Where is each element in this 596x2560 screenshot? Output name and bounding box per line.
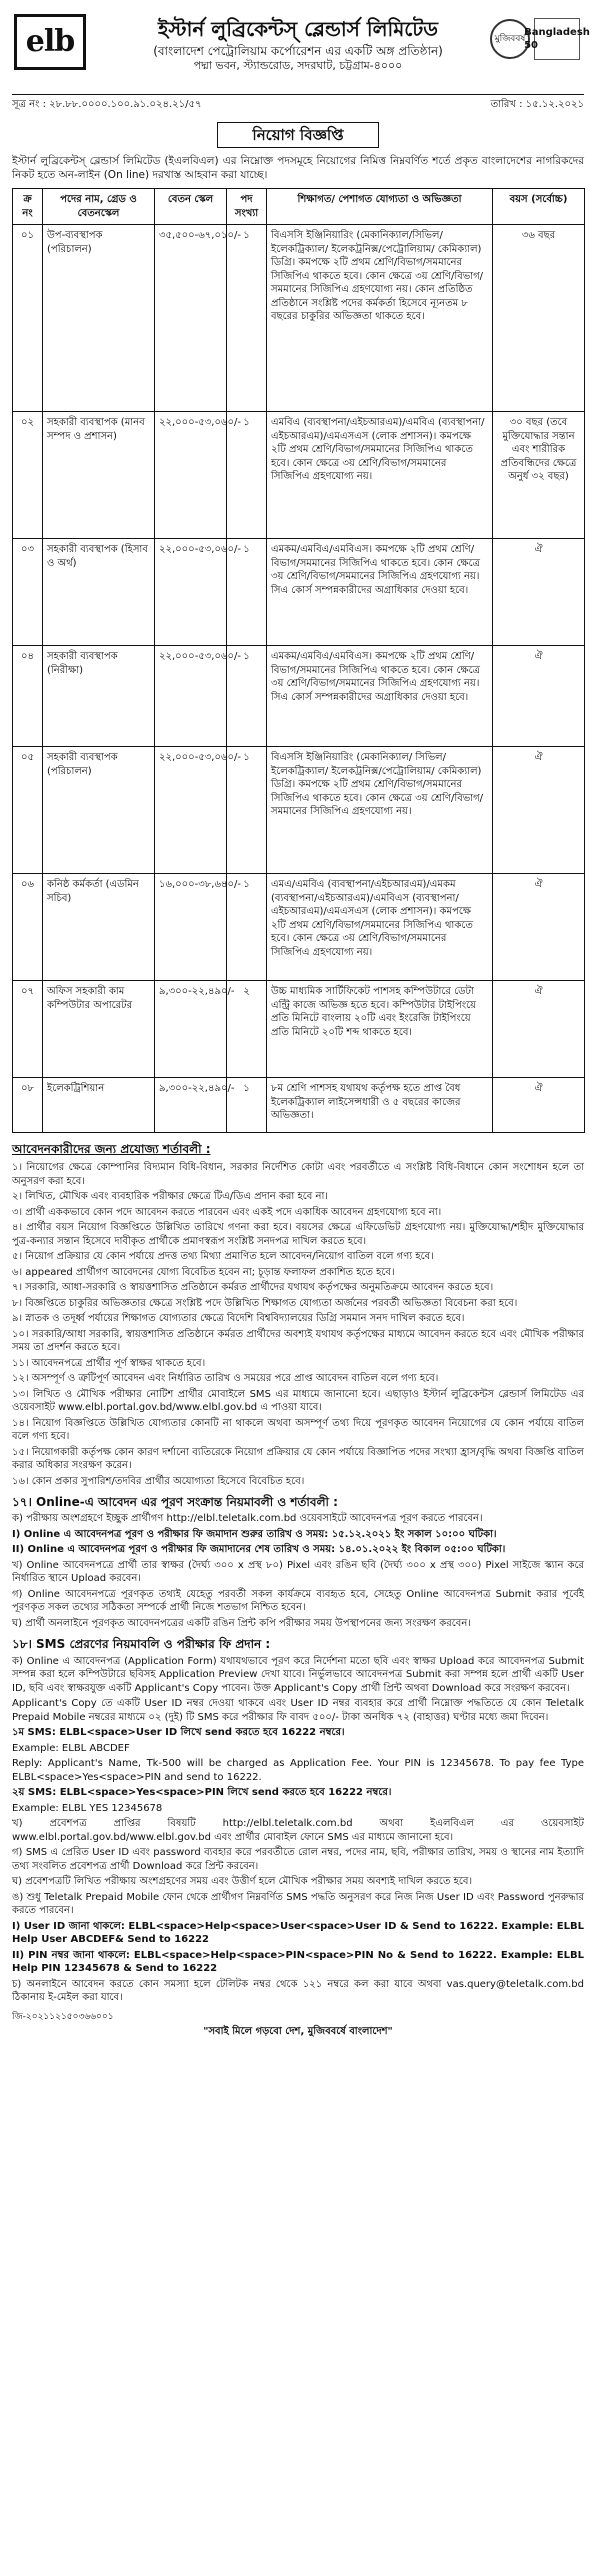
condition-item: ১২। অসম্পূর্ণ ও ত্রুটিপূর্ণ আবেদন এবং নির্ধারিত তারিখ ও সময়ের পরে প্রাপ্ত আবেদন বাতিল বলে গণ্য হবে।: [12, 1373, 439, 1385]
cell-scale: ২২,০০০-৫৩,০৬০/-: [155, 646, 227, 747]
cell-post: উপ-ব্যবস্থাপক (পরিচালন): [43, 225, 155, 412]
cell-serial: ০৩: [13, 539, 43, 646]
cell-age: ৩০ বছর (তবে মুক্তিযোদ্ধার সন্তান এবং শারীরিক প্রতিবন্ধিদের ক্ষেত্রে অনুর্ধ ৩২ বছর): [493, 412, 585, 539]
footer-slogan: "সবাই মিলে গড়বো দেশ, মুজিববর্ষে বাংলাদেশ": [203, 2025, 393, 2037]
cell-qualification: উচ্চ মাধ্যমিক সার্টিফিকেট পাশসহ কম্পিউটারে ডেটা এন্ট্রি কাজে অভিজ্ঞ হতে হবে। কম্পিউটার টাইপিংয়ে প্রতি মিনিটে বাংলায় ২০টি এবং ইংরেজি টাইপিংয়ে প্রতি মিনিটে ২০টি শব্দ থাকতে হবে।: [267, 981, 493, 1078]
cell-serial: ০৪: [13, 646, 43, 747]
online-item: II) Online এ আবেদনপত্র পূরণ ও পরীক্ষার ফি জমাদানের শেষ তারিখ ও সময়: ১৪.০১.২০২২ ইং বিকাল ০৫:০০ ঘটিকা।: [12, 1544, 506, 1556]
online-item: খ) Online আবেদনপত্রে প্রার্থী তার স্বাক্ষর (দৈর্ঘ্য ৩০০ x প্রস্থ ৮০) Pixel এবং রঙিন ছবি (দৈর্ঘ্য ৩০০ x প্রস্থ ৩০০) Pixel সাইজে স্ক্যান করে নির্ধারিত স্থানে Upload করবেন।: [12, 1559, 584, 1585]
cell-serial: ০৬: [13, 874, 43, 981]
sms-item: Applicant's Copy তে একটি User ID নম্বর দেওয়া থাকবে এবং User ID নম্বর ব্যবহার করে প্রার্থী নিম্নোক্ত পদ্ধতিতে যে কোন Teletalk Prepaid Mobile নম্বরের মাধ্যমে ০২ (দুই) টি SMS করে পরীক্ষার ফি বাবদ ৫০০/- টাকা অনধিক ৭২ (বাহাত্তর) ঘণ্টার মধ্যে জমা দিবেন।: [12, 1698, 584, 1723]
online-item: ক) পরীক্ষায় অংশগ্রহণে ইচ্ছুক প্রার্থীগণ http://elbl.teletalk.com.bd ওয়েবসাইটে আবেদনপত্র পূরণ করতে পারবেন।: [12, 1513, 483, 1525]
table-row: [13, 646, 585, 747]
cell-count: ১: [227, 412, 267, 539]
emblem-group: [484, 12, 590, 66]
col-header-post: পদের নাম, গ্রেড ও বেতনস্কেল: [43, 189, 155, 225]
sms-section-title: ১৮। SMS প্রেরণের নিয়মাবলি ও পরীক্ষার ফি প্রদান :: [12, 1637, 271, 1652]
cell-age: ঐ: [493, 646, 585, 747]
condition-item: ৮। বিজ্ঞপ্তিতে চাকুরির অভিজ্ঞতার ক্ষেত্রে সংশ্লিষ্ট পদে উল্লিখিত শিক্ষাগত যোগ্যতা অর্জনের পরবর্তী অভিজ্ঞতা বিবেচনা করা হবে।: [12, 1297, 518, 1309]
logo-text: elb: [25, 23, 75, 59]
conditions-title: আবেদনকারীদের জন্য প্রযোজ্য শর্তাবলী :: [12, 1142, 211, 1157]
cell-post: সহকারী ব্যবস্থাপক (হিসাব ও অর্থ): [43, 539, 155, 646]
condition-item: ৪। প্রার্থীর বয়স নিয়োগ বিজ্ঞপ্তিতে উল্লিখিত তারিখে গণনা করা হবে। বয়সের ক্ষেত্রে এফিডেভিট গ্রহণযোগ্য নয়। মুক্তিযোদ্ধা/শহীদ মুক্তিযোদ্ধার পুত্র-কন্যার সন্তান হিসেবে দাবীকৃত প্রার্থীকে প্রমাণস্বরূপ সংশ্লিষ্ট সনদপত্র দাখিল করতে হবে।: [12, 1222, 584, 1247]
condition-item: ১১। আবেদনপত্রে প্রার্থীর পূর্ণ স্বাক্ষর থাকতে হবে।: [12, 1357, 206, 1369]
condition-item: ২। লিখিত, মৌখিক এবং ব্যবহারিক পরীক্ষার ক্ষেত্রে টিএ/ডিএ প্রদান করা হবে না।: [12, 1191, 328, 1203]
cell-scale: ২২,০০০-৫৩,০৬০/-: [155, 747, 227, 874]
sms-item: I) User ID জানা থাকলে: ELBL<space>Help<space>User<space>User ID & Send to 16222. Example: ELBL Help User ABCDEF& Send to 16222: [12, 1920, 584, 1946]
cell-count: ১: [227, 646, 267, 747]
emblem-label: মুজিববর্ষ: [494, 33, 526, 44]
col-header-qualification: শিক্ষাগত/ পেশাগত যোগ্যতা ও অভিজ্ঞতা: [267, 189, 493, 225]
condition-item: ১৪। নিয়োগ বিজ্ঞপ্তিতে উল্লিখিত যোগ্যতার কোনটি না থাকলে অথবা অসম্পূর্ণ তথ্য দিয়ে পূরণকৃত আবেদন নিয়োগের যে কোন পর্যায়ে বাতিল বলে গণ্য হবে।: [12, 1417, 584, 1443]
cell-count: ২: [227, 981, 267, 1078]
sms-item: ঙ) শুধু Teletalk Prepaid Mobile ফোন থেকে প্রার্থীগণ নিম্নবর্ণিত SMS পদ্ধতি অনুসরণ করে নিজ নিজ User ID এবং Password পুনরুদ্ধার করতে পারবেন।: [12, 1891, 584, 1917]
condition-item: ৩। প্রার্থী এককভাবে কোন পদে আবেদন করতে পারবেন এবং একই পদে একাধিক আবেদন গ্রহণযোগ্য হবে না।: [12, 1206, 442, 1218]
condition-item: ৯। স্নাতক ও তদূর্ধ্ব পর্যায়ের শিক্ষাগত যোগ্যতার ক্ষেত্রে বিদেশি বিশ্ববিদ্যালয়ের ডিগ্রি সমমান সনদ দাখিল করতে হবে।: [12, 1313, 465, 1325]
sms-item: ২য় SMS: ELBL<space>Yes<space>PIN লিখে send করতে হবে 16222 নম্বরে।: [12, 1787, 392, 1799]
cell-qualification: এমকম/এমবিএ/এমবিএস। কমপক্ষে ২টি প্রথম শ্রেণি/বিভাগ/সমমানের সিজিপিএ থাকতে হবে। কোন ক্ষেত্রে ৩য় শ্রেণি/বিভাগ/সমমানের সিজিপিএ গ্রহণযোগ্য নয়। সিএ কোর্স সম্পন্নকারীদের অগ্রাধিকার দেওয়া হবে।: [267, 646, 493, 747]
cell-post: ইলেকট্রিশিয়ান: [43, 1078, 155, 1133]
col-header-scale: বেতন স্কেল: [155, 189, 227, 225]
table-row: [13, 874, 585, 981]
condition-item: ১৩। লিখিত ও মৌখিক পরীক্ষার নোটিশ প্রার্থীর মোবাইলে SMS এর মাধ্যমে জানানো হবে। এছাড়াও ইস্টার্ন লুব্রিকেন্টস ব্লেন্ডার্স লিমিটেড এর ওয়েবসাইট www.elbl.portal.gov.bd/www.elbl.gov.bd এ পাওয়া যাবে।: [12, 1388, 584, 1414]
online-item: ঘ) প্রার্থী অনলাইনে পূরণকৃত আবেদনপত্রের একটি রঙিন প্রিন্ট কপি পরীক্ষার সময় উপস্থাপনের জন্য সংরক্ষণ করবেন।: [12, 1617, 471, 1629]
sms-item: ঘ) প্রবেশপত্রটি লিখিত পরীক্ষায় অংশগ্রহণের সময় এবং উত্তীর্ণ হলে মৌখিক পরীক্ষার সময় অবশ্যই দাখিল করতে হবে।: [12, 1876, 473, 1888]
intro-paragraph: ইস্টার্ন লুব্রিকেন্টস্ ব্লেন্ডার্স লিমিটেড (ইএলবিএল) এর নিম্নোক্ত পদসমূহে নিয়োগের নিমিত্ত নিম্নবর্ণিত শর্তে প্রকৃত বাংলাদেশের নাগরিকদের নিকট হতে অন-লাইন (On line) দরখাস্ত আহবান করা যাচ্ছে।: [12, 154, 584, 181]
condition-item: ৭। সরকারি, আধা-সরকারি ও স্বায়ত্তশাসিত প্রতিষ্ঠানে কর্মরত প্রার্থীদের যথাযথ কর্তৃপক্ষের অনুমতিক্রমে আবেদন করতে হবে।: [12, 1282, 494, 1294]
notice-date: তারিখ : ১৫.১২.২০২১: [490, 99, 584, 110]
sms-item: Reply: Applicant's Name, Tk-500 will be charged as Application Fee. Your PIN is 12345678. To pay fee Type ELBL<space>Yes<space>PIN and send to 16222.: [12, 1758, 584, 1783]
cell-post: সহকারী ব্যবস্থাপক (পরিচালন): [43, 747, 155, 874]
company-address: পদ্মা ভবন, স্ট্যান্ডরোড, সদরঘাট, চট্টগ্রাম-৪০০০: [193, 59, 403, 73]
cell-age: ঐ: [493, 539, 585, 646]
cell-age: ঐ: [493, 747, 585, 874]
cell-post: সহকারী ব্যবস্থাপক (নিরীক্ষা): [43, 646, 155, 747]
condition-item: ১। নিয়োগের ক্ষেত্রে কোম্পানির বিদ্যমান বিধি-বিধান, সরকার নির্দেশিত কোটা এবং পরবর্তীতে এ সংশ্লিষ্ট বিধি-বিধানে কোন সংশোধন হলে তা অনুসরণ করা হবে।: [12, 1162, 584, 1187]
online-item: I) Online এ আবেদনপত্র পূরণ ও পরীক্ষার ফি জমাদান শুরুর তারিখ ও সময়: ১৫.১২.২০২১ ইং সকাল ১০:০০ ঘটিকা।: [12, 1528, 497, 1540]
cell-qualification: এমকম/এমবিএ/এমবিএস। কমপক্ষে ২টি প্রথম শ্রেণি/বিভাগ/সমমানের সিজিপিএ থাকতে হবে। কোন ক্ষেত্রে ৩য় শ্রেণি/বিভাগ/সমমানের সিজিপিএ গ্রহণযোগ্য নয়। সিএ কোর্স সম্পন্নকারীদের অগ্রাধিকার দেওয়া হবে।: [267, 539, 493, 646]
cell-count: ১: [227, 1078, 267, 1133]
cell-scale: ৯,৩০০-২২,৪৯০/-: [155, 981, 227, 1078]
sms-item: খ) প্রবেশপত্র প্রাপ্তির বিষয়টি http://elbl.teletalk.com.bd অথবা ইএলবিএল এর ওয়েবসাইট www.elbl.portal.gov.bd/www.elbl.gov.bd এবং প্রার্থীর মোবাইল ফোনে SMS এর মাধ্যমে জানানো হবে।: [12, 1818, 584, 1843]
sms-item: II) PIN নম্বর জানা থাকলে: ELBL<space>Help<space>PIN<space>PIN No & Send to 16222. Example: ELBL Help PIN 12345678 & Send to 16222: [12, 1949, 584, 1975]
cell-age: ঐ: [493, 981, 585, 1078]
cell-qualification: বিএসসি ইঞ্জিনিয়ারিং (মেকানিক্যাল/ সিভিল/ ইলেকট্রিক্যাল/ ইলেকট্রনিক্স/পেট্রোলিয়াম/ কেমিক্যাল) ডিগ্রি। কমপক্ষে ২টি প্রথম শ্রেণি/বিভাগ/সমমানের সিজিপিএ থাকতে হবে। কোন ক্ষেত্রে ৩য় শ্রেণি/বিভাগ/সমমানের সিজিপিএ গ্রহণযোগ্য নয়।: [267, 747, 493, 874]
online-item: গ) Online আবেদনপত্রে পূরণকৃত তথ্যই যেহেতু পরবর্তী সকল কার্যক্রমে ব্যবহৃত হবে, সেহেতু Online আবেদনপত্র Submit করার পূর্বেই পূরণকৃত সকল তথ্যের সঠিকতা সম্পর্কে প্রার্থী নিজে শতভাগ নিশ্চিত হবেন।: [12, 1588, 584, 1614]
condition-item: ১৬। কোন প্রকার সুপারিশ/তদবির প্রার্থীর অযোগ্যতা হিসেবে বিবেচিত হবে।: [12, 1475, 305, 1487]
cell-age: ঐ: [493, 874, 585, 981]
table-row: [13, 747, 585, 874]
cell-post: কনিষ্ঠ কর্মকর্তা (এডমিন সচিব): [43, 874, 155, 981]
cell-count: ১: [227, 874, 267, 981]
reference-line: [12, 94, 584, 112]
emblem-mark: Bangladesh 50: [524, 26, 590, 51]
memo-number: সূত্র নং : ২৮.৮৮.০০০০.১০০.৯১.০২৪.২১/৫৭: [12, 99, 202, 110]
conditions-section: [12, 1141, 584, 2005]
cell-qualification: এমবিএ (ব্যবস্থাপনা/এইচআরএম)/এমবিএ (ব্যবস্থাপনা/এইচআরএম)/এমএসএস (লোক প্রশাসন)। কমপক্ষে ২টি প্রথম শ্রেণি/বিভাগ/সমমানের সিজিপিএ থাকতে হবে। কোন ক্ষেত্রে ৩য় শ্রেণি/বিভাগ/সমমানের সিজিপিএ গ্রহণযোগ্য নয়।: [267, 412, 493, 539]
cell-scale: ২২,০০০-৫৩,০৬০/-: [155, 539, 227, 646]
bangladesh-50-logo-icon: [524, 18, 590, 60]
sms-item: ১ম SMS: ELBL<space>User ID লিখে send করতে হবে 16222 নম্বরে।: [12, 1727, 345, 1739]
table-row: [13, 225, 585, 412]
table-row: [13, 981, 585, 1078]
cell-count: ১: [227, 539, 267, 646]
cell-count: ১: [227, 225, 267, 412]
cell-scale: ২২,০০০-৫৩,০৬০/-: [155, 412, 227, 539]
header: [12, 10, 590, 90]
col-header-age: বয়স (সর্বোচ্চ): [493, 189, 585, 225]
col-header-serial: ক্র নং: [13, 189, 43, 225]
condition-item: ১০। সরকারি/আধা সরকারি, স্বায়ত্তশাসিত প্রতিষ্ঠানে কর্মরত প্রার্থীদের অবশ্যই যথাযথ কর্তৃপক্ষের মাধ্যমে আবেদন করতে হবে এবং মৌখিক পরীক্ষার সময় তা প্রদর্শন করতে হবে।: [12, 1328, 584, 1354]
cell-serial: ০৫: [13, 747, 43, 874]
parent-organization: (বাংলাদেশ পেট্রোলিয়াম কর্পোরেশন এর একটি অঙ্গ প্রতিষ্ঠান): [153, 44, 443, 58]
table-row: [13, 539, 585, 646]
sms-item: চ) অনলাইনে আবেদন করতে কোন সমস্যা হলে টেলিটক নম্বর থেকে ১২১ নম্বরে কল করা যাবে অথবা vas.query@teletalk.com.bd ঠিকানায় ই-মেইল করা যাবে।: [12, 1978, 584, 2004]
cell-scale: ১৬,০০০-৩৮,৬৪০/-: [155, 874, 227, 981]
footer-code: জি-২০২১১২১৫০৩৬৬০০১: [12, 2011, 114, 2022]
sms-item: গ) SMS এ প্রেরিত User ID এবং password ব্যবহার করে পরবর্তীতে রোল নম্বর, পদের নাম, ছবি, পরীক্ষার তারিখ, সময় ও স্থানের নাম ইত্যাদি তথ্য সংবলিত প্রবেশপত্র প্রার্থী Download করে প্রিন্ট করবেন।: [12, 1847, 584, 1872]
table-row: [13, 1078, 585, 1133]
cell-age: ৩৬ বছর: [493, 225, 585, 412]
cell-post: সহকারী ব্যবস্থাপক (মানব সম্পদ ও প্রশাসন): [43, 412, 155, 539]
cell-qualification: বিএসসি ইঞ্জিনিয়ারিং (মেকানিক্যাল/সিভিল/ ইলেকট্রিক্যাল/ ইলেকট্রনিক্স/পেট্রোলিয়াম/ কেমিক্যাল) ডিগ্রি। কমপক্ষে ২টি প্রথম শ্রেণি/বিভাগ/সমমানের সিজিপিএ থাকতে হবে। কোন ক্ষেত্রে ৩য় শ্রেণি/বিভাগ/সমমানের সিজিপিএ গ্রহণযোগ্য নয়। কোন প্রতিষ্ঠিত প্রতিষ্ঠানে সংশ্লিষ্ট পদের কর্মকর্তা হিসেবে ন্যূনতম ৮ বছরের চাকুরির অভিজ্ঞতা থাকতে হবে।: [267, 225, 493, 412]
condition-item: ৫। নিয়োগ প্রক্রিয়ার যে কোন পর্যায়ে প্রদত্ত তথ্য মিথ্যা প্রমাণিত হলে আবেদন/নিয়োগ বাতিল বলে গণ্য হবে।: [12, 1251, 434, 1263]
sms-item: ক) Online এ আবেদনপত্র (Application Form) যথাযথভাবে পূরণ করে নির্দেশনা মতো ছবি এবং স্বাক্ষর Upload করে আবেদনপত্র Submit সম্পন্ন করা হলে কম্পিউটারে ছবিসহ Application Preview দেখা যাবে। নির্ভুলভাবে আবেদনপত্র Submit করা সম্পন্ন হলে প্রার্থী একটি User ID, ছবি এবং স্বাক্ষরযুক্ত একটি Applicant's Copy পাবেন। উক্ত Applicant's Copy প্রার্থী প্রিন্ট অথবা Download করে সংরক্ষণ করবেন।: [12, 1655, 584, 1694]
table-header-row: [13, 189, 585, 225]
condition-item: ১৫। নিয়োগকারী কর্তৃপক্ষ কোন কারণ দর্শানো ব্যতিরেকে নিয়োগ প্রক্রিয়ার যে কোন পর্যায়ে বিজ্ঞাপিত পদের সংখ্যা হ্রাস/বৃদ্ধি অথবা বিজ্ঞপ্তি বাতিল করার অধিকার সংরক্ষণ করেন।: [12, 1446, 584, 1472]
cell-serial: ০৮: [13, 1078, 43, 1133]
online-section-title: ১৭। Online-এ আবেদন এর পূরণ সংক্রান্ত নিয়মাবলী ও শর্তাবলী :: [12, 1495, 338, 1510]
sms-item: Example: ELBL YES 12345678: [12, 1802, 163, 1814]
company-logo: [14, 14, 86, 70]
cell-scale: ৩৫,৫০০-৬৭,০১০/-: [155, 225, 227, 412]
notice-title: নিয়োগ বিজ্ঞপ্তি: [217, 122, 379, 148]
col-header-count: পদ সংখ্যা: [227, 189, 267, 225]
company-name: ইস্টার্ন লুব্রিকেন্টস্ ব্লেন্ডার্স লিমিটেড: [158, 17, 438, 41]
cell-age: ঐ: [493, 1078, 585, 1133]
cell-post: অফিস সহকারী কাম কম্পিউটার অপারেটর: [43, 981, 155, 1078]
job-table: [12, 188, 585, 1133]
table-row: [13, 412, 585, 539]
cell-serial: ০১: [13, 225, 43, 412]
cell-scale: ৯,৩০০-২২,৪৯০/-: [155, 1078, 227, 1133]
condition-item: ৬। appeared প্রার্থীগণ আবেদনের যোগ্য বিবেচিত হবেন না; চূড়ান্ত ফলাফল প্রকাশিত হতে হবে।: [12, 1266, 395, 1278]
cell-serial: ০৭: [13, 981, 43, 1078]
cell-serial: ০২: [13, 412, 43, 539]
cell-qualification: ৮ম শ্রেণি পাশসহ যথাযথ কর্তৃপক্ষ হতে প্রাপ্ত বৈধ ইলেকট্রিক্যাল লাইসেন্সধারী ও ৫ বছরের কাজের অভিজ্ঞতা।: [267, 1078, 493, 1133]
cell-qualification: এমএ/এমবিএ (ব্যবস্থাপনা/এইচআরএম)/এমকম (ব্যবস্থাপনা/এইচআরএম)/এমবিএস (ব্যবস্থাপনা/ এইচআরএম)/এমএসএস (লোক প্রশাসন)। কমপক্ষে ২টি প্রথম শ্রেণি/বিভাগ/সমমানের সিজিপিএ থাকতে হবে। কোন ক্ষেত্রে ৩য় শ্রেণি/বিভাগ/সমমানের সিজিপিএ গ্রহণযোগ্য নয়।: [267, 874, 493, 981]
cell-count: ১: [227, 747, 267, 874]
sms-item: Example: ELBL ABCDEF: [12, 1742, 130, 1754]
